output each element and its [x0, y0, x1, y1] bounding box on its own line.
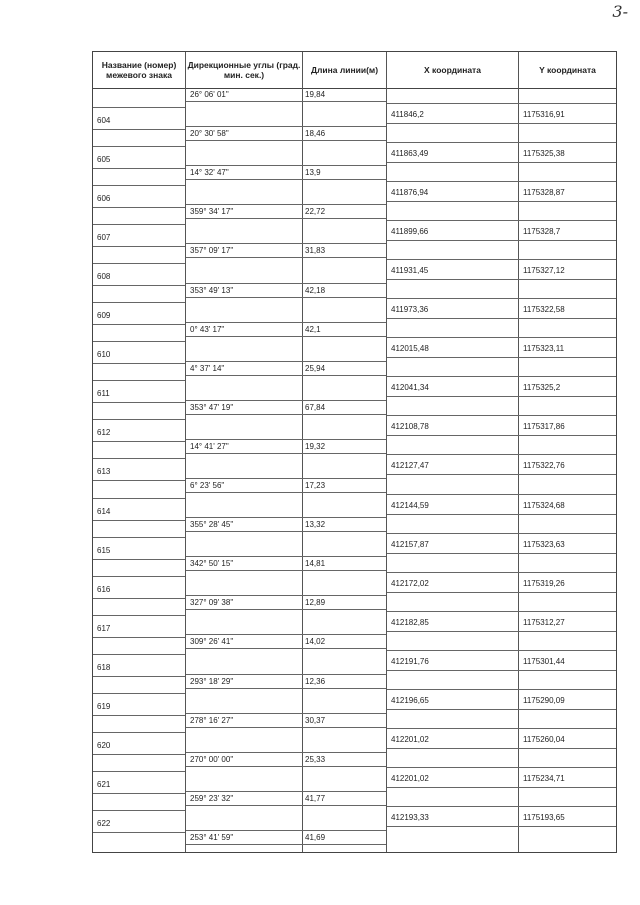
x-coordinate: 411846,2: [391, 109, 424, 119]
boundary-point-name: 607: [97, 232, 111, 242]
direction-angle: 259° 23' 32": [190, 793, 234, 803]
header-length: Длина линии(м): [310, 65, 379, 75]
direction-angle: 355° 28' 45": [190, 520, 234, 530]
boundary-point-name: 609: [97, 311, 111, 321]
direction-angle: 253° 41' 59": [190, 832, 234, 842]
row-divider: [93, 207, 185, 208]
direction-angle: 359° 34' 17": [190, 207, 234, 217]
row-divider: [186, 674, 386, 675]
x-coordinate: 412201,02: [391, 774, 429, 784]
row-divider: [387, 787, 616, 788]
boundary-point-name: 615: [97, 545, 111, 555]
row-divider: [186, 556, 386, 557]
row-divider: [387, 592, 616, 593]
row-divider: [186, 126, 386, 127]
row-divider: [93, 263, 185, 264]
row-divider: [186, 688, 386, 689]
boundary-point-name: 611: [97, 389, 110, 399]
line-length: 17,23: [305, 481, 326, 490]
row-divider: [93, 341, 185, 342]
row-divider: [93, 637, 185, 638]
y-coordinate: 1175325,2: [523, 383, 561, 393]
row-divider: [93, 676, 185, 677]
x-coordinate: 411876,94: [391, 187, 429, 197]
table-header: [93, 52, 616, 89]
row-divider: [387, 826, 616, 827]
row-divider: [387, 259, 616, 260]
line-length: 12,89: [305, 598, 326, 608]
row-divider: [387, 298, 616, 299]
row-divider: [387, 181, 616, 182]
boundary-point-name: 613: [97, 467, 111, 477]
line-length: 30,37: [305, 715, 326, 725]
row-divider: [387, 123, 616, 124]
row-divider: [93, 107, 185, 108]
y-coordinate: 1175319,26: [523, 578, 565, 588]
row-divider: [387, 689, 616, 690]
row-divider: [387, 162, 616, 163]
y-coordinate: 1175260,04: [523, 735, 565, 745]
header-point-name: Название (номер) межевого знака: [101, 60, 177, 80]
row-divider: [186, 218, 386, 219]
row-divider: [93, 598, 185, 599]
row-divider: [387, 767, 616, 768]
row-divider: [186, 752, 386, 753]
row-divider: [387, 728, 616, 729]
row-divider: [186, 595, 386, 596]
row-divider: [186, 517, 386, 518]
row-divider: [93, 754, 185, 755]
row-divider: [186, 791, 386, 792]
direction-angle: 14° 41' 27": [190, 441, 229, 451]
boundary-point-name: 620: [97, 741, 111, 751]
line-length: 41,77: [305, 793, 326, 803]
row-divider: [387, 142, 616, 143]
row-divider: [186, 257, 386, 258]
boundary-point-name: 605: [97, 154, 111, 164]
row-divider: [186, 478, 386, 479]
row-divider: [387, 709, 616, 710]
row-divider: [387, 650, 616, 651]
row-divider: [186, 453, 386, 454]
line-length: 18,46: [305, 129, 326, 139]
row-divider: [93, 498, 185, 499]
line-length: 25,94: [305, 363, 326, 373]
line-length: 13,32: [305, 520, 326, 530]
row-divider: [93, 419, 185, 420]
line-length: 67,84: [305, 402, 326, 412]
x-coordinate: 412015,48: [391, 344, 429, 354]
row-divider: [93, 146, 185, 147]
boundary-point-name: 622: [97, 819, 111, 829]
row-divider: [387, 415, 616, 416]
row-divider: [186, 439, 386, 440]
row-divider: [186, 713, 386, 714]
row-divider: [387, 806, 616, 807]
row-divider: [186, 414, 386, 415]
row-divider: [387, 533, 616, 534]
line-length: 31,83: [305, 246, 326, 256]
row-divider: [387, 240, 616, 241]
row-divider: [387, 572, 616, 573]
row-divider: [93, 224, 185, 225]
row-divider: [186, 165, 386, 166]
y-coordinate: 1175328,87: [523, 187, 565, 197]
row-divider: [387, 357, 616, 358]
y-coordinate: 1175234,71: [523, 774, 565, 784]
row-divider: [186, 570, 386, 571]
row-divider: [93, 537, 185, 538]
row-divider: [186, 322, 386, 323]
row-divider: [93, 402, 185, 403]
row-divider: [93, 380, 185, 381]
line-length: 25,33: [305, 754, 326, 764]
line-length: 42,18: [305, 285, 326, 295]
boundary-point-name: 604: [97, 115, 111, 125]
y-coordinate: 1175193,65: [523, 813, 565, 823]
row-divider: [387, 631, 616, 632]
x-coordinate: 412108,78: [391, 422, 429, 432]
row-divider: [387, 318, 616, 319]
row-divider: [387, 553, 616, 554]
y-coordinate: 1175323,63: [523, 539, 565, 549]
direction-angle: 270° 00' 00": [190, 754, 234, 764]
row-divider: [93, 810, 185, 811]
y-coordinate: 1175327,12: [523, 265, 565, 275]
y-coordinate: 1175301,44: [523, 656, 565, 666]
row-divider: [186, 361, 386, 362]
row-divider: [387, 337, 616, 338]
row-divider: [387, 103, 616, 104]
line-length: 14,81: [305, 559, 326, 569]
x-coordinate: 412201,02: [391, 735, 429, 745]
x-coordinate: 412191,76: [391, 656, 429, 666]
boundary-point-name: 610: [97, 350, 111, 360]
page-number-mark: 3-: [612, 2, 628, 21]
row-divider: [387, 201, 616, 202]
boundary-point-name: 606: [97, 193, 111, 203]
row-divider: [186, 283, 386, 284]
direction-angle: 293° 18' 29": [190, 676, 234, 686]
row-divider: [387, 279, 616, 280]
row-divider: [93, 771, 185, 772]
row-divider: [387, 748, 616, 749]
row-divider: [186, 727, 386, 728]
row-divider: [387, 494, 616, 495]
x-coordinate: 411931,45: [391, 265, 429, 275]
y-coordinate: 1175323,11: [523, 344, 565, 354]
x-coordinate: 412193,33: [391, 813, 429, 823]
row-divider: [93, 693, 185, 694]
line-length: 19,84: [305, 90, 326, 99]
row-divider: [93, 732, 185, 733]
header-angle: Дирекционные углы (град. мин. сек.): [187, 60, 301, 80]
boundary-point-name: 618: [97, 662, 111, 672]
y-coordinate: 1175322,58: [523, 305, 565, 315]
x-coordinate: 411863,49: [391, 148, 429, 158]
row-divider: [387, 454, 616, 455]
boundary-point-name: 621: [97, 780, 111, 790]
row-divider: [93, 246, 185, 247]
x-coordinate: 412196,65: [391, 696, 429, 706]
row-divider: [93, 185, 185, 186]
x-coordinate: 411899,66: [391, 226, 429, 236]
column-divider: [386, 52, 387, 852]
row-divider: [387, 514, 616, 515]
row-divider: [186, 336, 386, 337]
y-coordinate: 1175317,86: [523, 422, 565, 432]
row-divider: [186, 609, 386, 610]
row-divider: [93, 715, 185, 716]
row-divider: [186, 805, 386, 806]
column-divider: [518, 52, 519, 852]
direction-angle: 309° 26' 41": [190, 637, 234, 647]
line-length: 13,9: [305, 168, 321, 178]
row-divider: [93, 285, 185, 286]
row-divider: [387, 435, 616, 436]
row-divider: [186, 492, 386, 493]
boundary-point-name: 612: [97, 428, 111, 438]
x-coordinate: 412157,87: [391, 539, 429, 549]
row-divider: [93, 129, 185, 130]
boundary-point-name: 608: [97, 271, 111, 281]
row-divider: [186, 179, 386, 180]
y-coordinate: 1175328,7: [523, 226, 561, 236]
row-divider: [186, 844, 386, 845]
row-divider: [186, 375, 386, 376]
line-length: 19,32: [305, 441, 326, 451]
y-coordinate: 1175312,27: [523, 617, 565, 627]
row-divider: [93, 168, 185, 169]
row-divider: [387, 474, 616, 475]
row-divider: [186, 531, 386, 532]
line-length: 22,72: [305, 207, 326, 217]
y-coordinate: 1175322,76: [523, 461, 565, 471]
row-divider: [186, 140, 386, 141]
row-divider: [93, 559, 185, 560]
direction-angle: 26° 06' 01": [190, 90, 229, 99]
direction-angle: 327° 09' 38": [190, 598, 234, 608]
row-divider: [186, 101, 386, 102]
coordinates-table: [92, 51, 617, 853]
line-length: 42,1: [305, 324, 321, 334]
row-divider: [186, 766, 386, 767]
row-divider: [186, 204, 386, 205]
row-divider: [93, 324, 185, 325]
line-length: 12,36: [305, 676, 326, 686]
y-coordinate: 1175290,09: [523, 696, 565, 706]
y-coordinate: 1175324,68: [523, 500, 565, 510]
y-coordinate: 1175316,91: [523, 109, 565, 119]
row-divider: [93, 302, 185, 303]
boundary-point-name: 619: [97, 702, 111, 712]
x-coordinate: 411973,36: [391, 305, 429, 315]
row-divider: [186, 634, 386, 635]
row-divider: [186, 648, 386, 649]
row-divider: [387, 396, 616, 397]
row-divider: [93, 458, 185, 459]
boundary-point-name: 617: [97, 623, 111, 633]
direction-angle: 353° 47' 19": [190, 402, 234, 412]
row-divider: [93, 654, 185, 655]
direction-angle: 14° 32' 47": [190, 168, 229, 178]
direction-angle: 342° 50' 15": [190, 559, 234, 569]
row-divider: [93, 480, 185, 481]
boundary-point-name: 616: [97, 584, 111, 594]
row-divider: [186, 297, 386, 298]
row-divider: [93, 441, 185, 442]
x-coordinate: 412041,34: [391, 383, 429, 393]
row-divider: [93, 363, 185, 364]
row-divider: [93, 832, 185, 833]
row-divider: [387, 376, 616, 377]
direction-angle: 353° 49' 13": [190, 285, 234, 295]
header-x: X координата: [424, 65, 481, 75]
row-divider: [93, 520, 185, 521]
direction-angle: 278° 16' 27": [190, 715, 234, 725]
y-coordinate: 1175325,38: [523, 148, 565, 158]
direction-angle: 4° 37' 14": [190, 363, 225, 373]
row-divider: [186, 400, 386, 401]
line-length: 14,02: [305, 637, 326, 647]
direction-angle: 357° 09' 17": [190, 246, 234, 256]
row-divider: [186, 243, 386, 244]
x-coordinate: 412182,85: [391, 617, 429, 627]
header-y: Y координата: [539, 65, 596, 75]
boundary-point-name: 614: [97, 506, 111, 516]
row-divider: [387, 220, 616, 221]
x-coordinate: 412127,47: [391, 461, 429, 471]
row-divider: [186, 830, 386, 831]
row-divider: [93, 615, 185, 616]
line-length: 41,69: [305, 832, 326, 842]
x-coordinate: 412144,59: [391, 500, 429, 510]
direction-angle: 0° 43' 17": [190, 324, 225, 334]
direction-angle: 20° 30' 58": [190, 129, 229, 139]
x-coordinate: 412172,02: [391, 578, 429, 588]
direction-angle: 6° 23' 56": [190, 481, 225, 490]
row-divider: [387, 611, 616, 612]
row-divider: [93, 793, 185, 794]
row-divider: [93, 576, 185, 577]
row-divider: [387, 670, 616, 671]
